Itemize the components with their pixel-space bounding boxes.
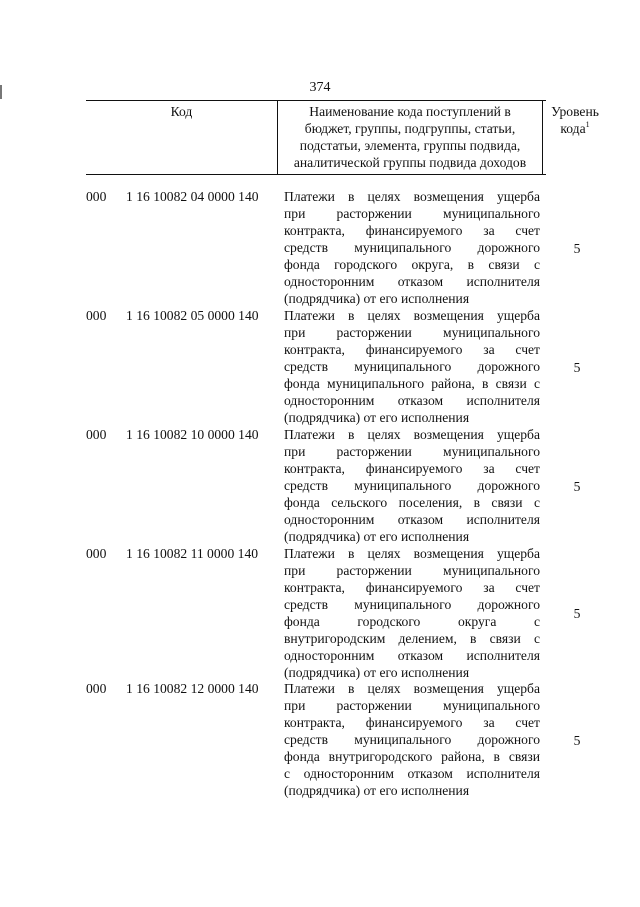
- header-name: [279, 103, 541, 171]
- row-level: 5: [573, 733, 581, 748]
- row-name-line: средств муниципального дорожного: [284, 359, 540, 374]
- row-name-line: средств муниципального дорожного: [284, 478, 540, 493]
- row-name-line: внутригородским делением, в связи с: [284, 631, 540, 646]
- row-name-line: фонда сельского поселения, в связи с: [284, 495, 540, 510]
- column-divider: [277, 101, 278, 174]
- row-name-line: (подрядчика) от его исполнения: [284, 291, 470, 306]
- row-level: 5: [573, 360, 581, 375]
- header-name-line: подстатьи, элемента, группы подвида,: [299, 138, 521, 153]
- row-name-line: фонда муниципального района, в связи с: [284, 376, 540, 391]
- row-name: [284, 545, 540, 681]
- row-name-line: односторонним отказом исполнителя: [284, 648, 540, 663]
- row-name-line: с односторонним отказом исполнителя: [284, 766, 540, 781]
- row-name-line: Платежи в целях возмещения ущерба: [284, 546, 540, 561]
- row-name-line: при расторжении муниципального: [284, 206, 540, 221]
- row-name-line: односторонним отказом исполнителя: [284, 512, 540, 527]
- row-name-line: фонда городского округа, в связи с: [284, 257, 540, 272]
- row-revenue-code: 1 16 10082 10 0000 140: [126, 427, 259, 442]
- row-name: [284, 307, 540, 426]
- row-code-prefix: 000: [86, 427, 107, 442]
- row-code-prefix: 000: [86, 546, 107, 561]
- row-revenue-code: 1 16 10082 12 0000 140: [126, 681, 259, 696]
- row-name-line: односторонним отказом исполнителя: [284, 393, 540, 408]
- table-row: [86, 680, 606, 799]
- row-name: [284, 188, 540, 307]
- header-name-line: Наименование кода поступлений в: [309, 104, 511, 119]
- row-name-line: (подрядчика) от его исполнения: [284, 665, 470, 680]
- row-code-prefix: 000: [86, 308, 107, 323]
- row-name-line: контракта, финансируемого за счет: [284, 461, 540, 476]
- footnote-marker: 1: [585, 120, 590, 129]
- row-revenue-code: 1 16 10082 04 0000 140: [126, 189, 259, 204]
- header-code: Код: [170, 104, 193, 119]
- page-number: 374: [309, 80, 331, 95]
- row-level: 5: [573, 241, 581, 256]
- row-name: [284, 426, 540, 545]
- header-level-line: [543, 120, 607, 137]
- row-name-line: (подрядчика) от его исполнения: [284, 783, 470, 798]
- header-name-line: аналитической группы подвида доходов: [293, 155, 527, 170]
- row-level: 5: [573, 606, 581, 621]
- row-name-line: (подрядчика) от его исполнения: [284, 529, 470, 544]
- row-code-prefix: 000: [86, 189, 107, 204]
- row-name-line: средств муниципального дорожного: [284, 240, 540, 255]
- row-name-line: при расторжении муниципального: [284, 325, 540, 340]
- row-name-line: контракта, финансируемого за счет: [284, 580, 540, 595]
- row-name-line: Платежи в целях возмещения ущерба: [284, 681, 540, 696]
- header-name-line: бюджет, группы, подгруппы, статьи,: [304, 121, 516, 136]
- table-row: [86, 307, 606, 426]
- table-header: [86, 100, 599, 175]
- row-name-line: Платежи в целях возмещения ущерба: [284, 189, 540, 204]
- header-level-line: Уровень: [551, 104, 599, 119]
- header-level: [543, 103, 607, 137]
- row-name-line: Платежи в целях возмещения ущерба: [284, 308, 540, 323]
- table-row: [86, 545, 606, 681]
- row-name-line: средств муниципального дорожного: [284, 597, 540, 612]
- row-code-prefix: 000: [86, 681, 107, 696]
- row-name-line: при расторжении муниципального: [284, 698, 540, 713]
- row-name-line: при расторжении муниципального: [284, 563, 540, 578]
- row-name-line: средств муниципального дорожного: [284, 732, 540, 747]
- row-name-line: (подрядчика) от его исполнения: [284, 410, 470, 425]
- row-name-line: фонда внутригородского района, в связи: [284, 749, 540, 764]
- row-name-line: контракта, финансируемого за счет: [284, 342, 540, 357]
- row-revenue-code: 1 16 10082 05 0000 140: [126, 308, 259, 323]
- row-name-line: односторонним отказом исполнителя: [284, 274, 540, 289]
- row-revenue-code: 1 16 10082 11 0000 140: [126, 546, 259, 561]
- row-name: [284, 680, 540, 799]
- row-name-line: фонда городского округа с: [284, 614, 540, 629]
- row-name-line: Платежи в целях возмещения ущерба: [284, 427, 540, 442]
- header-level-label: кода: [560, 121, 586, 136]
- table-row: [86, 426, 606, 545]
- table-row: [86, 188, 606, 307]
- row-level: 5: [573, 479, 581, 494]
- row-name-line: контракта, финансируемого за счет: [284, 223, 540, 238]
- row-name-line: контракта, финансируемого за счет: [284, 715, 540, 730]
- row-name-line: при расторжении муниципального: [284, 444, 540, 459]
